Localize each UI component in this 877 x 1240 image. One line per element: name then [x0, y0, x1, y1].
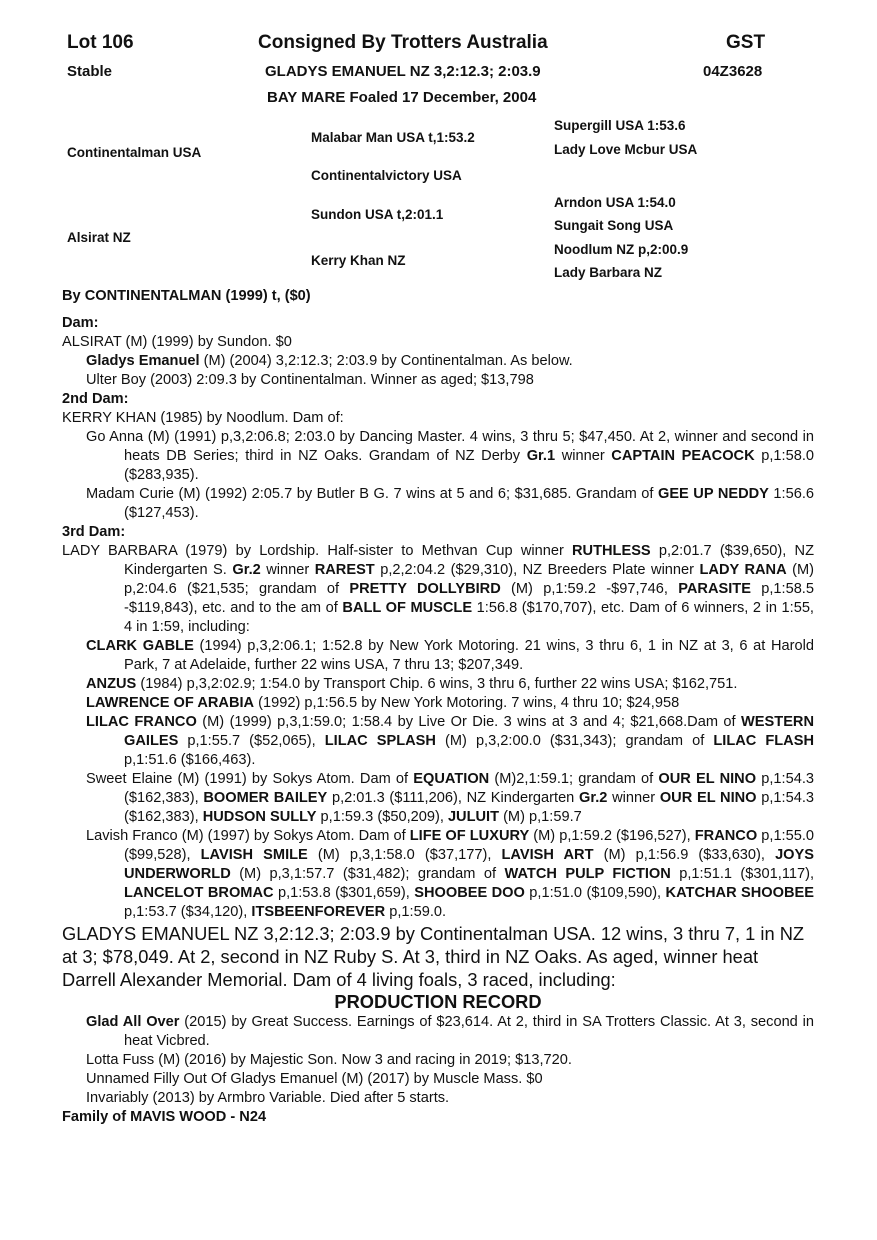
- pedigree-g1: Supergill USA 1:53.6: [554, 118, 686, 133]
- dam-progeny-row: Ulter Boy (2003) 2:09.3 by Continentalman. Winner as aged; $13,798: [86, 372, 534, 388]
- third-dam-progeny-row: CLARK GABLE (1994) p,3,2:06.1; 1:52.8 by New York Motoring. 21 wins, 3 thru 6, 1 in NZ at 3, 6 at Harold Park, 7 at Adelaide, further 22 wins USA, 7 thru 13; $207,349.: [86, 638, 814, 673]
- race-summary: GLADYS EMANUEL NZ 3,2:12.3; 2:03.9 by Continentalman USA. 12 wins, 3 thru 7, 1 in NZ at 3; $78,049. At 2, second in NZ Ruby S. At 3, third in NZ Oaks. As aged, winner heat Darrell Alexander Memorial. Dam of 4 living foals, 3 raced, including:: [62, 923, 805, 990]
- pedigree-sire-sire: Malabar Man USA t,1:53.2: [311, 130, 475, 145]
- by-line: By CONTINENTALMAN (1999) t, ($0): [62, 288, 311, 304]
- stable-label: Stable: [67, 63, 113, 80]
- pedigree-sire-dam: Continentalvictory USA: [311, 168, 462, 183]
- third-dam-label: 3rd Dam:: [62, 524, 126, 540]
- third-dam-progeny-row: ANZUS (1984) p,3,2:02.9; 1:54.0 by Transport Chip. 6 wins, 3 thru 6, further 22 wins USA; $162,751.: [86, 676, 738, 692]
- pedigree-g2: Lady Love Mcbur USA: [554, 142, 698, 157]
- horse-description: BAY MARE Foaled 17 December, 2004: [267, 89, 537, 106]
- production-row: Glad All Over (2015) by Great Success. Earnings of $23,614. At 2, third in SA Trotters Classic. At 3, second in heat Vicbred.: [86, 1014, 814, 1049]
- consignor: Consigned By Trotters Australia: [258, 32, 548, 53]
- pedigree-dam: Alsirat NZ: [67, 230, 131, 245]
- second-dam-progeny-row: Go Anna (M) (1991) p,3,2:06.8; 2:03.0 by Dancing Master. 4 wins, 3 thru 5; $47,450. At 2, winner and second in heats DB Series; third in NZ Oaks. Grandam of NZ Derby Gr.1 winner CAPTAIN PEACOCK p,1:58.0 ($283,935).: [86, 429, 814, 483]
- pedigree-dam-sire: Sundon USA t,2:01.1: [311, 207, 444, 222]
- third-dam-progeny-row: Lavish Franco (M) (1997) by Sokys Atom. Dam of LIFE OF LUXURY (M) p,1:59.2 ($196,527), FRANCO p,1:55.0 ($99,528), LAVISH SMILE (M) p,3,1:58.0 ($37,177), LAVISH ART (M) p,1:56.9 ($33,630), JOYS UNDERWORLD (M) p,3,1:57.7 ($31,482); grandam of WATCH PULP FICTION p,1:51.1 ($301,117), LANCELOT BROMAC p,1:53.8 ($301,659), SHOOBEE DOO p,1:51.0 ($109,590), KATCHAR SHOOBEE p,1:53.7 ($34,120), ITSBEENFOREVER p,1:59.0.: [86, 828, 815, 920]
- second-dam-label: 2nd Dam:: [62, 391, 129, 407]
- production-row: Invariably (2013) by Armbro Variable. Died after 5 starts.: [86, 1090, 450, 1106]
- pedigree-g3: Arndon USA 1:54.0: [554, 195, 676, 210]
- dam-intro: ALSIRAT (M) (1999) by Sundon. $0: [62, 334, 292, 350]
- production-row: Unnamed Filly Out Of Gladys Emanuel (M) (2017) by Muscle Mass. $0: [86, 1071, 543, 1087]
- second-dam-progeny-row: Madam Curie (M) (1992) 2:05.7 by Butler B G. 7 wins at 5 and 6; $31,685. Grandam of GEE UP NEDDY 1:56.6 ($127,453).: [86, 486, 814, 521]
- dam-label: Dam:: [62, 315, 99, 331]
- third-dam-progeny-row: LAWRENCE OF ARABIA (1992) p,1:56.5 by New York Motoring. 7 wins, 4 thru 10; $24,958: [86, 695, 680, 711]
- pedigree-sire: Continentalman USA: [67, 145, 202, 160]
- catalogue-body: [62, 287, 814, 1127]
- pedigree-g6: Lady Barbara NZ: [554, 265, 663, 280]
- horse-code: 04Z3628: [703, 63, 763, 80]
- lot-number: Lot 106: [67, 32, 134, 53]
- gst-label: GST: [726, 32, 766, 53]
- dam-progeny-row: Gladys Emanuel (M) (2004) 3,2:12.3; 2:03.9 by Continentalman. As below.: [86, 353, 573, 369]
- third-dam-progeny-row: Sweet Elaine (M) (1991) by Sokys Atom. Dam of EQUATION (M)2,1:59.1; grandam of OUR EL NINO p,1:54.3 ($162,383), BOOMER BAILEY p,2:01.3 ($111,206), NZ Kindergarten Gr.2 winner OUR EL NINO p,1:54.3 ($162,383), HUDSON SULLY p,1:59.3 ($50,209), JULUIT (M) p,1:59.7: [86, 771, 814, 825]
- horse-title: GLADYS EMANUEL NZ 3,2:12.3; 2:03.9: [265, 63, 541, 80]
- pedigree-g5: Noodlum NZ p,2:00.9: [554, 242, 689, 257]
- production-record-title: PRODUCTION RECORD: [334, 991, 542, 1012]
- pedigree-dam-dam: Kerry Khan NZ: [311, 253, 406, 268]
- second-dam-intro: KERRY KHAN (1985) by Noodlum. Dam of:: [62, 410, 344, 426]
- family-line: Family of MAVIS WOOD - N24: [62, 1109, 267, 1125]
- third-dam-intro: LADY BARBARA (1979) by Lordship. Half-sister to Methvan Cup winner RUTHLESS p,2:01.7 ($39,650), NZ Kindergarten S. Gr.2 winner RAREST p,2,2:04.2 ($29,310), NZ Breeders Plate winner LADY RANA (M) p,2:04.6 ($21,535; grandam of PRETTY DOLLYBIRD (M) p,1:59.2 -$97,746, PARASITE p,1:58.5 -$119,843), etc. and to the am of BALL OF MUSCLE 1:56.8 ($170,707), etc. Dam of 6 winners, 2 in 1:55, 4 in 1:59, including:: [62, 543, 814, 635]
- pedigree-g4: Sungait Song USA: [554, 218, 674, 233]
- third-dam-progeny-row: LILAC FRANCO (M) (1999) p,3,1:59.0; 1:58.4 by Live Or Die. 3 wins at 3 and 4; $21,668.Dam of WESTERN GAILES p,1:55.7 ($52,065), LILAC SPLASH (M) p,3,2:00.0 ($31,343); grandam of LILAC FLASH p,1:51.6 ($166,463).: [86, 714, 814, 768]
- production-row: Lotta Fuss (M) (2016) by Majestic Son. Now 3 and racing in 2019; $13,720.: [86, 1052, 572, 1068]
